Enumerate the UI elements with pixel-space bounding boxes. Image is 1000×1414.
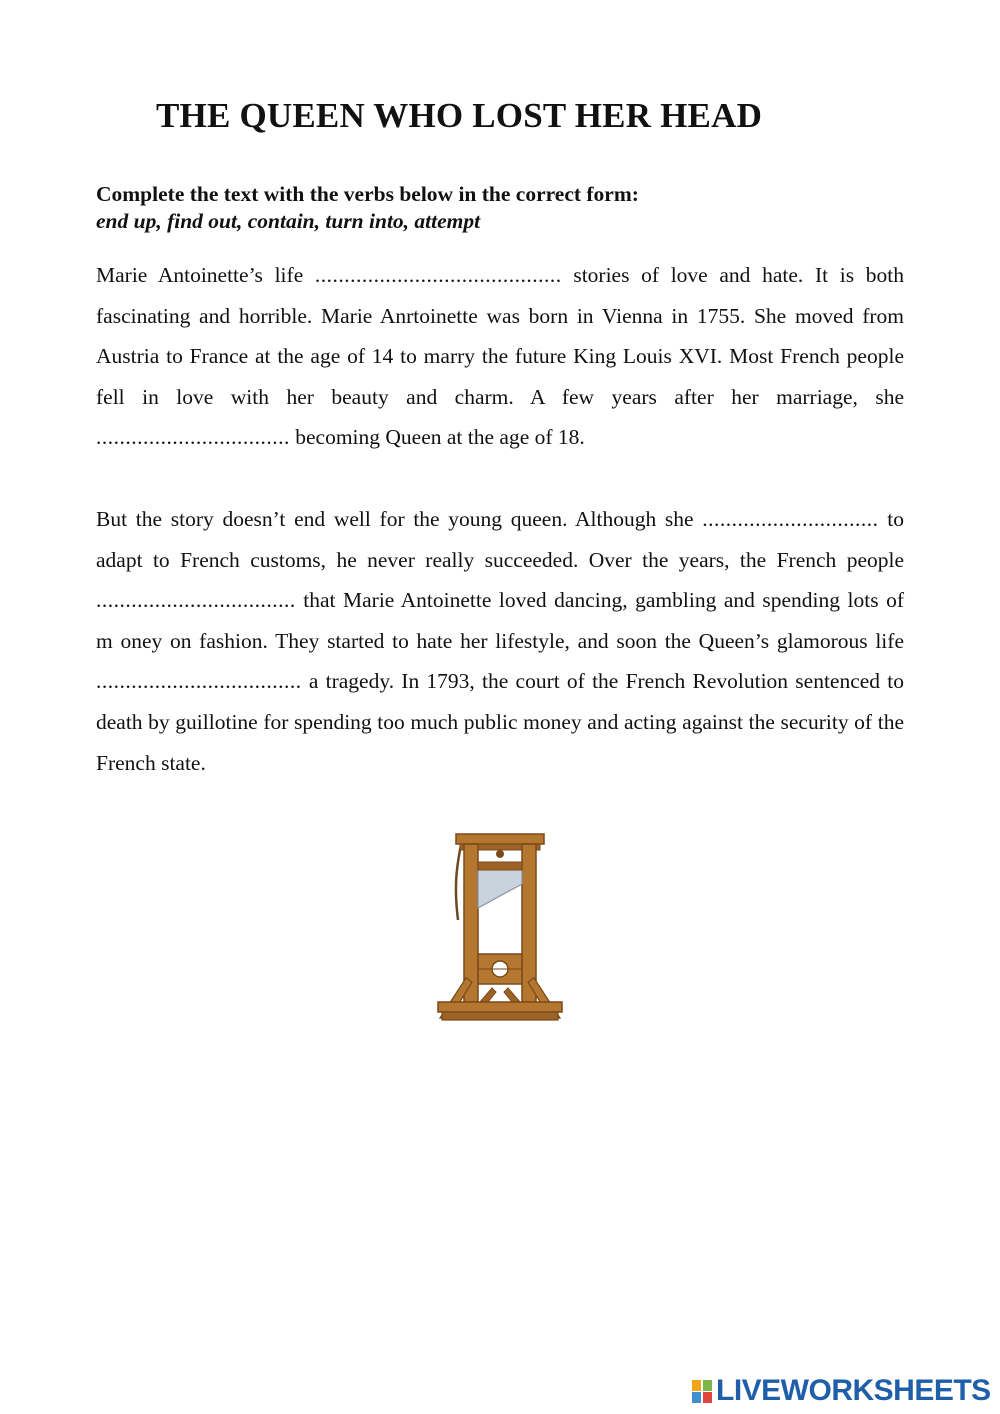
liveworksheets-logo	[692, 1374, 991, 1408]
text-segment: a tragedy. In 1793, the court of the French Revolution sentenced to death by guillotine for spending too much public money and acting against the security of the French state.	[96, 669, 904, 775]
logo-mark-icon	[692, 1378, 714, 1404]
answer-gap-1[interactable]: ..........................................	[314, 263, 562, 287]
text-segment: Marie Antoinette’s life	[96, 263, 315, 287]
instructions	[96, 181, 904, 235]
guillotine-drawing	[410, 828, 590, 1028]
paragraph-1	[96, 255, 904, 458]
paragraph-2	[96, 499, 904, 783]
page-title: THE QUEEN WHO LOST HER HEAD	[156, 96, 763, 135]
text-segment: But the story doesn’t end well for the young queen. Although she	[96, 507, 703, 531]
logo-text: LIVEWORKSHEETS	[716, 1374, 991, 1407]
text-segment: that Marie Antoinette loved dancing, gambling and spending lots of m oney on fashion. They started to hate her lifestyle, and soon the Queen’s glamorous life	[96, 588, 904, 653]
instruction-text: Complete the text with the verbs below in the correct form:	[96, 182, 639, 206]
answer-gap-4[interactable]: ..................................	[96, 588, 296, 613]
answer-gap-3[interactable]: ..............................	[702, 507, 879, 531]
text-segment: stories of love and hate. It is both fascinating and horrible. Marie Anrtoinette was born in Vienna in 1755. She moved from Austria to France at the age of 14 to marry the future King Louis XVI. Most French people fell in love with her beauty and charm. A few years after her marriage, she	[96, 263, 904, 409]
answer-gap-5[interactable]: ...................................	[96, 669, 302, 694]
answer-gap-2[interactable]: .................................	[96, 425, 290, 450]
text-segment: to adapt to French customs, he never really succeeded. Over the years, the French people	[96, 507, 904, 572]
guillotine-icon	[410, 828, 590, 1028]
text-segment: becoming Queen at the age of 18.	[289, 425, 585, 450]
verb-list: end up, find out, contain, turn into, attempt	[96, 209, 481, 233]
